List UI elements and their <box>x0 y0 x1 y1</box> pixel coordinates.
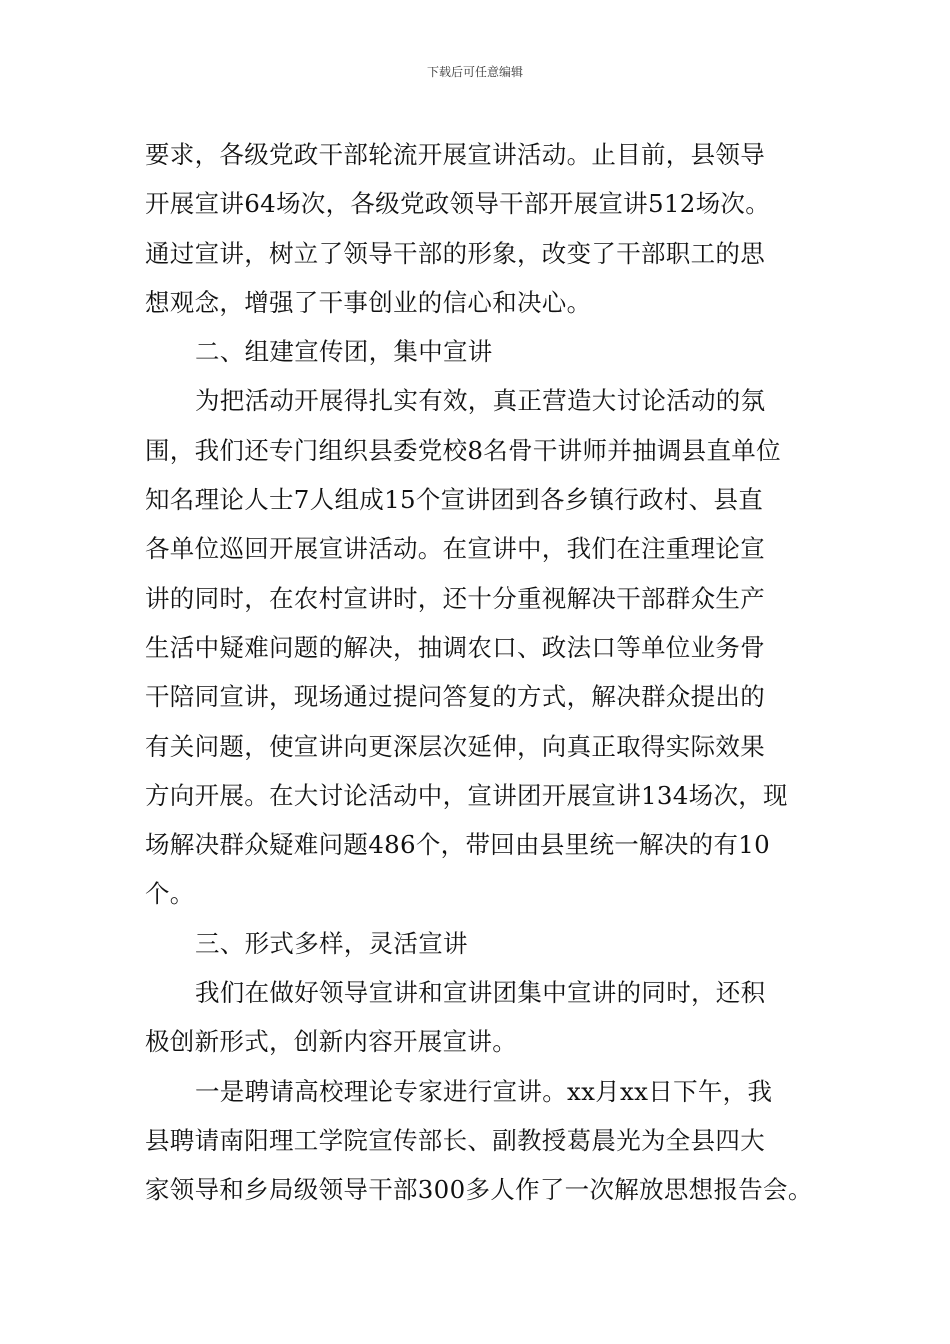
text-line: 有关问题，使宣讲向更深层次延伸，向真正取得实际效果 <box>145 731 765 761</box>
page-header: 下载后可任意编辑 <box>426 65 523 79</box>
text-line: 县聘请南阳理工学院宣传部长、副教授葛晨光为全县四大 <box>145 1125 765 1155</box>
text-line: 各单位巡回开展宣讲活动。在宣讲中，我们在注重理论宣 <box>145 534 765 564</box>
text-line: 要求，各级党政干部轮流开展宣讲活动。止目前，县领导 <box>145 140 765 169</box>
section-heading: 二、组建宣传团，集中宣讲 <box>195 337 493 367</box>
text-line: 开展宣讲64场次，各级党政领导干部开展宣讲512场次。 <box>145 189 771 219</box>
text-line: 极创新形式，创新内容开展宣讲。 <box>145 1027 517 1057</box>
text-line: 生活中疑难问题的解决，抽调农口、政法口等单位业务骨 <box>145 632 765 662</box>
text-line: 个。 <box>145 879 195 909</box>
text-line: 我们在做好领导宣讲和宣讲团集中宣讲的同时，还积 <box>195 978 766 1008</box>
text-line: 方向开展。在大讨论活动中，宣讲团开展宣讲134场次，现 <box>145 780 788 810</box>
text-line: 通过宣讲，树立了领导干部的形象，改变了干部职工的思 <box>145 238 765 268</box>
section-heading: 三、形式多样，灵活宣讲 <box>195 928 468 958</box>
text-line: 家领导和乡局级领导干部300多人作了一次解放思想报告会。 <box>145 1175 813 1205</box>
text-line: 场解决群众疑难问题486个，带回由县里统一解决的有10 <box>145 830 771 860</box>
text-line: 干陪同宣讲，现场通过提问答复的方式，解决群众提出的 <box>145 682 765 712</box>
body-text <box>145 130 813 1215</box>
text-line: 围，我们还专门组织县委党校8名骨干讲师并抽调县直单位 <box>145 435 781 465</box>
text-line: 讲的同时，在农村宣讲时，还十分重视解决干部群众生产 <box>145 583 765 613</box>
text-line: 为把活动开展得扎实有效，真正营造大讨论活动的氛 <box>195 386 766 416</box>
text-line: 一是聘请高校理论专家进行宣讲。xx月xx日下午，我 <box>195 1076 773 1106</box>
text-line: 想观念，增强了干事创业的信心和决心。 <box>145 287 592 317</box>
text-line: 知名理论人士7人组成15个宣讲团到各乡镇行政村、县直 <box>145 485 764 515</box>
